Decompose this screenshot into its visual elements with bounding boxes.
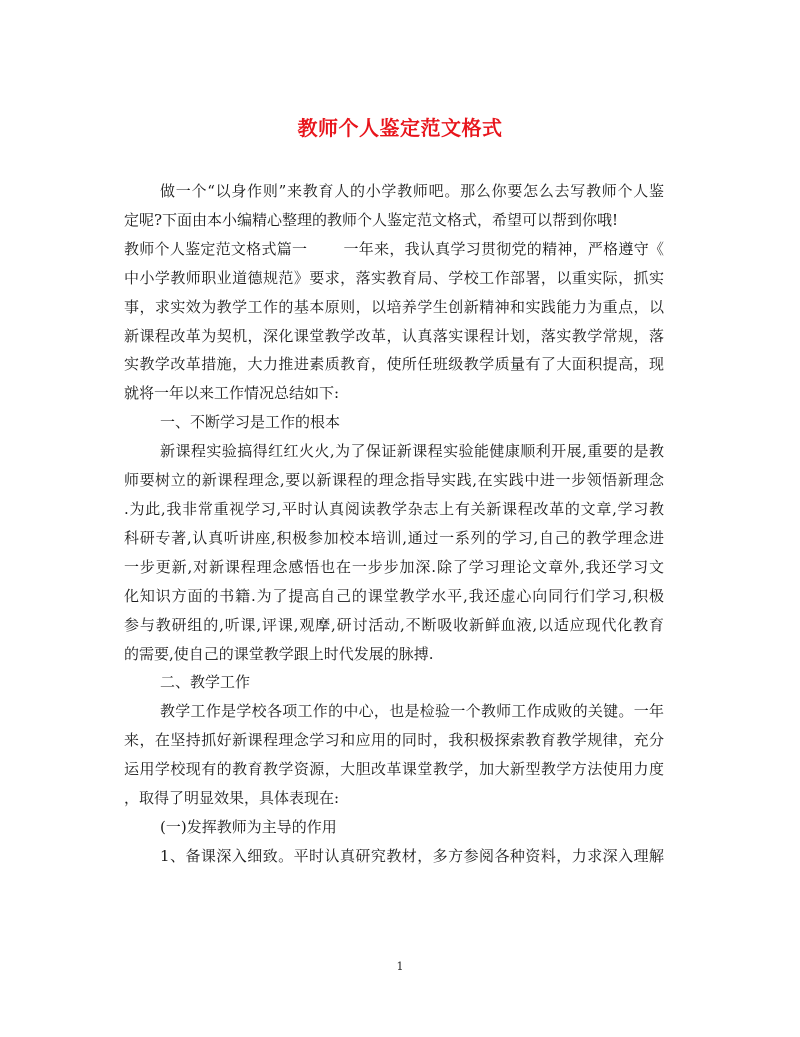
document-title: 教师个人鉴定范文格式 [297, 116, 503, 140]
body-line: 定呢?下面由本小编精心整理的教师个人鉴定范文格式，希望可以帮到你哦! [124, 210, 619, 229]
section-heading: 二、教学工作 [160, 673, 251, 692]
body-line-with-section-label [124, 235, 664, 264]
page-number: 1 [396, 960, 404, 973]
body-line: 1、备课深入细致。平时认真研究教材，多方参阅各种资料，力求深入理解 [160, 846, 664, 865]
body-line: 师要树立的新课程理念,要以新课程的理念指导实践,在实践中进一步领悟新理念 [124, 471, 664, 490]
body-line: 科研专著,认真听讲座,积极参加校本培训,通过一系列的学习,自己的教学理念进 [124, 528, 664, 547]
body-line: 化知识方面的书籍.为了提高自己的课堂教学水平,我还虚心向同行们学习,积极 [124, 586, 664, 605]
body-line: ，取得了明显效果，具体表现在: [124, 789, 340, 808]
body-line: 实教学改革措施，大力推进素质教育，使所任班级教学质量有了大面积提高，现 [124, 355, 664, 374]
body-line: 参与教研组的,听课,评课,观摩,研讨活动,不断吸收新鲜血液,以适应现代化教育 [124, 615, 664, 634]
body-line: 事，求实效为教学工作的基本原则，以培养学生创新精神和实践能力为重点，以 [124, 297, 664, 316]
body-line: 的需要,使自己的课堂教学跟上时代发展的脉搏. [124, 644, 434, 663]
section-heading: 一、不断学习是工作的根本 [160, 413, 341, 432]
body-line: 运用学校现有的教育教学资源，大胆改革课堂教学，加大新型教学方法使用力度 [124, 760, 664, 779]
subsection-heading: (一)发挥教师为主导的作用 [160, 817, 337, 836]
body-line: 就将一年以来工作情况总结如下: [124, 384, 340, 403]
body-line: 新课程实验搞得红红火火,为了保证新课程实验能健康顺利开展,重要的是教 [160, 442, 664, 461]
body-line: 新课程改革为契机，深化课堂教学改革，认真落实课程计划，落实教学常规，落 [124, 326, 664, 345]
body-line: .为此,我非常重视学习,平时认真阅读教学杂志上有关新课程改革的文章,学习教 [124, 499, 664, 518]
document-body [124, 177, 664, 871]
body-line: 教学工作是学校各项工作的中心，也是检验一个教师工作成败的关键。一年 [160, 702, 664, 721]
body-line: 来，在坚持抓好新课程理念学习和应用的同时，我积极探索教育教学规律，充分 [124, 731, 664, 750]
section-label: 教师个人鉴定范文格式篇一 [124, 239, 308, 258]
body-line: 中小学教师职业道德规范》要求，落实教育局、学校工作部署，以重实际，抓实 [124, 268, 664, 287]
body-line-fragment: 一年来，我认真学习贯彻党的精神，严格遵守《 [343, 239, 664, 258]
body-line: 做一个“以身作则”来教育人的小学教师吧。那么你要怎么去写教师个人鉴 [160, 182, 664, 200]
body-line: 一步更新,对新课程理念感悟也在一步步加深.除了学习理论文章外,我还学习文 [124, 557, 664, 576]
